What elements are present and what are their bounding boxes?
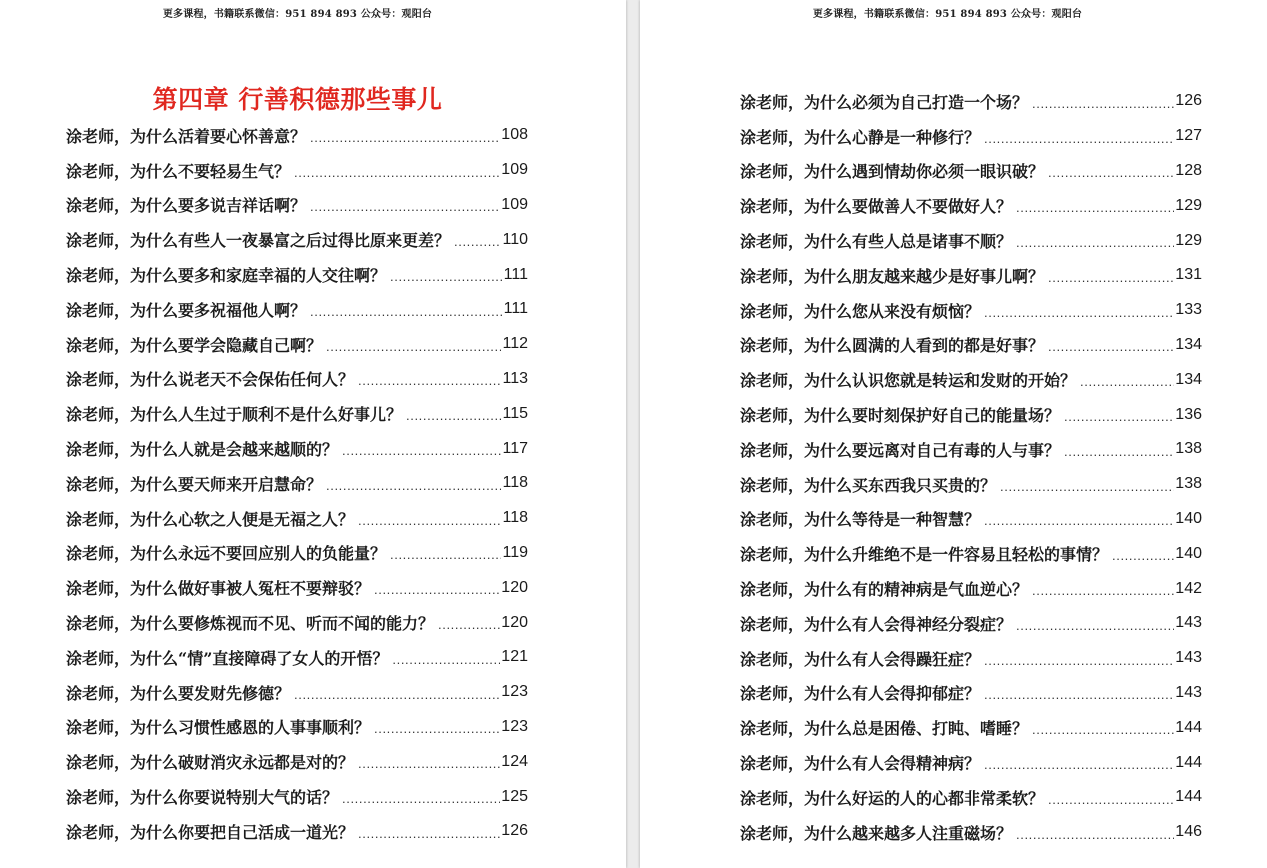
dot-leader xyxy=(1048,339,1174,354)
toc-entry-title: 涂老师，为什么要远离对自己有毒的人与事？ xyxy=(740,440,1061,460)
dot-leader xyxy=(392,652,500,667)
dot-leader xyxy=(390,269,503,284)
dot-leader xyxy=(1016,618,1174,633)
toc-entry[interactable] xyxy=(740,571,1202,606)
toc-entry[interactable] xyxy=(740,188,1202,223)
toc-entry-page-number: 134 xyxy=(1175,335,1202,353)
dot-leader xyxy=(358,826,500,841)
dot-leader xyxy=(1112,548,1174,563)
toc-entry[interactable] xyxy=(740,293,1202,328)
toc-entry-title: 涂老师，为什么要多说吉祥话啊？ xyxy=(66,196,307,216)
toc-entry-page-number: 131 xyxy=(1175,266,1202,284)
dot-leader xyxy=(984,513,1174,528)
toc-entry-title: 涂老师，为什么活着要心怀善意？ xyxy=(66,126,307,146)
toc-entry-title: 涂老师，为什么有些人一夜暴富之后过得比原来更差？ xyxy=(66,231,451,251)
toc-entry-title: 涂老师，为什么要做善人不要做好人？ xyxy=(740,197,1013,217)
dot-leader xyxy=(1048,270,1174,285)
toc-entry-title: 涂老师，为什么等待是一种智慧？ xyxy=(740,510,981,530)
running-header: 更多课程，书籍联系微信：951 894 893 公众号：观阳台 xyxy=(162,9,433,20)
toc-entry-page-number: 138 xyxy=(1175,440,1202,458)
toc-entry-title: 涂老师，为什么说老天不会保佑任何人？ xyxy=(66,370,355,390)
dot-leader xyxy=(984,305,1174,320)
toc-entry-page-number: 113 xyxy=(502,369,528,387)
dot-leader xyxy=(374,721,500,736)
toc-entry-title: 涂老师，为什么朋友越来越少是好事儿啊？ xyxy=(740,266,1045,286)
dot-leader xyxy=(1032,583,1174,598)
toc-entry[interactable] xyxy=(740,780,1202,815)
dot-leader xyxy=(358,756,500,771)
toc-entry-page-number: 143 xyxy=(1175,683,1202,701)
toc-entry-title: 涂老师，为什么习惯性感恩的人事事顺利？ xyxy=(66,718,371,738)
toc-entry[interactable] xyxy=(66,605,528,640)
toc-entry-title: 涂老师，为什么要多祝福他人啊？ xyxy=(66,300,307,320)
toc-entry-title: 涂老师，为什么有人会得抑郁症？ xyxy=(740,684,981,704)
toc-entry-page-number: 144 xyxy=(1175,753,1202,771)
toc-entry-title: 涂老师，为什么心软之人便是无福之人？ xyxy=(66,509,355,529)
toc-entry-page-number: 120 xyxy=(501,613,528,631)
dot-leader xyxy=(406,408,501,423)
toc-entry[interactable] xyxy=(66,188,528,223)
dot-leader xyxy=(358,513,501,528)
toc-entry-title: 涂老师，为什么圆满的人看到的都是好事？ xyxy=(740,336,1045,356)
toc-entry[interactable] xyxy=(66,710,528,745)
toc-entry-page-number: 133 xyxy=(1175,301,1202,319)
toc-entry-page-number: 129 xyxy=(1175,231,1202,249)
toc-entry-title: 涂老师，为什么认识您就是转运和发财的开始？ xyxy=(740,371,1077,391)
dot-leader xyxy=(984,687,1174,702)
toc-entry-title: 涂老师，为什么要多和家庭幸福的人交往啊？ xyxy=(66,266,387,286)
toc-entry-title: 涂老师，为什么你要把自己活成一道光？ xyxy=(66,822,355,842)
dot-leader xyxy=(1032,96,1174,111)
dot-leader xyxy=(294,165,500,180)
dot-leader xyxy=(984,757,1174,772)
toc-entry-title: 涂老师，为什么有人会得躁狂症？ xyxy=(740,649,981,669)
dot-leader xyxy=(390,547,501,562)
running-header: 更多课程，书籍联系微信：951 894 893 公众号：观阳台 xyxy=(812,9,1083,20)
toc-entry-page-number: 136 xyxy=(1175,405,1202,423)
left-page xyxy=(0,0,626,868)
toc-entry-title: 涂老师，为什么好运的人的心都非常柔软？ xyxy=(740,788,1045,808)
toc-entry-title: 涂老师，为什么您从来没有烦恼？ xyxy=(740,301,981,321)
toc-entry-page-number: 117 xyxy=(502,439,528,457)
toc-entry[interactable] xyxy=(740,328,1202,363)
dot-leader xyxy=(1048,792,1174,807)
toc-entry[interactable] xyxy=(66,744,528,779)
toc-entry-title: 涂老师，为什么要修炼视而不见、听而不闻的能力？ xyxy=(66,614,435,634)
dot-leader xyxy=(310,199,500,214)
toc-entry[interactable] xyxy=(740,154,1202,189)
toc-entry-title: 涂老师，为什么要发财先修德？ xyxy=(66,683,291,703)
toc-entry[interactable] xyxy=(740,84,1202,119)
toc-entry[interactable] xyxy=(740,641,1202,676)
toc-entry[interactable] xyxy=(66,257,528,292)
toc-entry-title: 涂老师，为什么破财消灾永远都是对的？ xyxy=(66,753,355,773)
toc-entry-title: 涂老师，为什么遇到情劫你必须一眼识破？ xyxy=(740,162,1045,182)
toc-entry[interactable] xyxy=(740,258,1202,293)
toc-entry-page-number: 115 xyxy=(502,404,528,422)
toc-entry-page-number: 111 xyxy=(503,300,528,318)
toc-entry[interactable] xyxy=(66,362,528,397)
toc-entry-page-number: 109 xyxy=(501,195,528,213)
right-page xyxy=(640,0,1267,868)
toc-entry-page-number: 121 xyxy=(501,648,528,666)
toc-entry[interactable] xyxy=(740,119,1202,154)
toc-entry-page-number: 126 xyxy=(1175,92,1202,110)
toc-entry[interactable] xyxy=(740,502,1202,537)
toc-entry-page-number: 144 xyxy=(1175,718,1202,736)
toc-entry[interactable] xyxy=(66,153,528,188)
toc-entry-page-number: 128 xyxy=(1175,161,1202,179)
toc-entry-title: 涂老师，为什么有些人总是诸事不顺？ xyxy=(740,232,1013,252)
toc-entry-page-number: 123 xyxy=(501,717,528,735)
toc-entry-page-number: 127 xyxy=(1175,127,1202,145)
toc-entry-title: 涂老师，为什么升维绝不是一件容易且轻松的事情？ xyxy=(740,545,1109,565)
dot-leader xyxy=(1000,479,1174,494)
toc-entry-page-number: 129 xyxy=(1175,196,1202,214)
dot-leader xyxy=(358,373,501,388)
dot-leader xyxy=(1080,374,1174,389)
table-of-contents-left xyxy=(66,118,528,849)
toc-entry[interactable] xyxy=(66,396,528,431)
toc-entry-page-number: 138 xyxy=(1175,475,1202,493)
toc-entry-page-number: 118 xyxy=(502,474,528,492)
table-of-contents-right xyxy=(740,84,1202,850)
dot-leader xyxy=(1016,827,1174,842)
toc-entry[interactable] xyxy=(66,327,528,362)
dot-leader xyxy=(342,443,501,458)
toc-entry[interactable] xyxy=(740,745,1202,780)
toc-entry-page-number: 111 xyxy=(503,265,528,283)
toc-entry-title: 涂老师，为什么有的精神病是气血逆心？ xyxy=(740,580,1029,600)
toc-entry-page-number: 108 xyxy=(501,126,528,144)
toc-entry[interactable] xyxy=(66,640,528,675)
toc-entry-page-number: 142 xyxy=(1175,579,1202,597)
toc-entry[interactable] xyxy=(740,676,1202,711)
toc-entry[interactable] xyxy=(66,814,528,849)
toc-entry-title: 涂老师，为什么你要说特别大气的话？ xyxy=(66,788,339,808)
toc-entry[interactable] xyxy=(740,432,1202,467)
dot-leader xyxy=(984,131,1174,146)
dot-leader xyxy=(374,582,500,597)
toc-entry-page-number: 134 xyxy=(1175,370,1202,388)
dot-leader xyxy=(1064,409,1174,424)
toc-entry[interactable] xyxy=(66,675,528,710)
dot-leader xyxy=(1064,444,1174,459)
toc-entry-title: 涂老师，为什么做好事被人冤枉不要辩驳？ xyxy=(66,579,371,599)
toc-entry-page-number: 109 xyxy=(501,161,528,179)
toc-entry-page-number: 112 xyxy=(502,335,528,353)
dot-leader xyxy=(1032,722,1174,737)
dot-leader xyxy=(310,304,503,319)
dot-leader xyxy=(326,339,501,354)
toc-entry-title: 涂老师，为什么总是困倦、打盹、嗜睡？ xyxy=(740,719,1029,739)
toc-entry[interactable] xyxy=(740,606,1202,641)
toc-entry[interactable] xyxy=(66,536,528,571)
toc-entry-page-number: 125 xyxy=(501,787,528,805)
toc-entry-title: 涂老师，为什么有人会得精神病？ xyxy=(740,754,981,774)
toc-entry-page-number: 144 xyxy=(1175,788,1202,806)
dot-leader xyxy=(310,130,500,145)
toc-entry-page-number: 140 xyxy=(1175,544,1202,562)
toc-entry-page-number: 143 xyxy=(1175,649,1202,667)
toc-entry[interactable] xyxy=(740,397,1202,432)
dot-leader xyxy=(326,478,501,493)
dot-leader xyxy=(342,791,500,806)
dot-leader xyxy=(438,617,500,632)
toc-entry-title: 涂老师，为什么“情”直接障碍了女人的开悟？ xyxy=(66,648,389,668)
toc-entry[interactable] xyxy=(66,222,528,257)
dot-leader xyxy=(454,234,501,249)
toc-entry-title: 涂老师，为什么越来越多人注重磁场？ xyxy=(740,823,1013,843)
toc-entry-title: 涂老师，为什么心静是一种修行？ xyxy=(740,127,981,147)
dot-leader xyxy=(1016,235,1174,250)
toc-entry-title: 涂老师，为什么要时刻保护好自己的能量场？ xyxy=(740,406,1061,426)
toc-entry-page-number: 118 xyxy=(502,509,528,527)
toc-entry-page-number: 123 xyxy=(501,683,528,701)
toc-entry[interactable] xyxy=(740,467,1202,502)
chapter-title: 第四章 行善积德那些事儿 xyxy=(152,85,443,114)
toc-entry-title: 涂老师，为什么买东西我只买贵的？ xyxy=(740,475,997,495)
toc-entry[interactable] xyxy=(740,815,1202,850)
toc-entry[interactable] xyxy=(66,779,528,814)
toc-entry-title: 涂老师，为什么有人会得神经分裂症？ xyxy=(740,614,1013,634)
toc-entry-page-number: 124 xyxy=(501,752,528,770)
dot-leader xyxy=(1016,200,1174,215)
toc-entry[interactable] xyxy=(740,223,1202,258)
toc-entry-page-number: 120 xyxy=(501,578,528,596)
dot-leader xyxy=(1048,165,1174,180)
toc-entry-page-number: 143 xyxy=(1175,614,1202,632)
toc-entry-title: 涂老师，为什么不要轻易生气？ xyxy=(66,161,291,181)
toc-entry[interactable] xyxy=(66,118,528,153)
toc-entry-page-number: 146 xyxy=(1175,823,1202,841)
toc-entry[interactable] xyxy=(740,362,1202,397)
toc-entry-page-number: 119 xyxy=(502,543,528,561)
toc-entry-title: 涂老师，为什么要学会隐藏自己啊？ xyxy=(66,335,323,355)
toc-entry-title: 涂老师，为什么要天师来开启慧命？ xyxy=(66,474,323,494)
toc-entry[interactable] xyxy=(66,501,528,536)
dot-leader xyxy=(984,653,1174,668)
dot-leader xyxy=(294,687,500,702)
toc-entry[interactable] xyxy=(66,431,528,466)
toc-entry[interactable] xyxy=(66,466,528,501)
toc-entry-title: 涂老师，为什么永远不要回应别人的负能量？ xyxy=(66,544,387,564)
toc-entry-title: 涂老师，为什么人生过于顺利不是什么好事儿？ xyxy=(66,405,403,425)
toc-entry[interactable] xyxy=(740,710,1202,745)
toc-entry-title: 涂老师，为什么人就是会越来越顺的？ xyxy=(66,440,339,460)
toc-entry-page-number: 126 xyxy=(501,822,528,840)
toc-entry-page-number: 110 xyxy=(502,230,528,248)
toc-entry[interactable] xyxy=(66,292,528,327)
toc-entry[interactable] xyxy=(66,570,528,605)
toc-entry-title: 涂老师，为什么必须为自己打造一个场？ xyxy=(740,92,1029,112)
toc-entry[interactable] xyxy=(740,536,1202,571)
toc-entry-page-number: 140 xyxy=(1175,509,1202,527)
